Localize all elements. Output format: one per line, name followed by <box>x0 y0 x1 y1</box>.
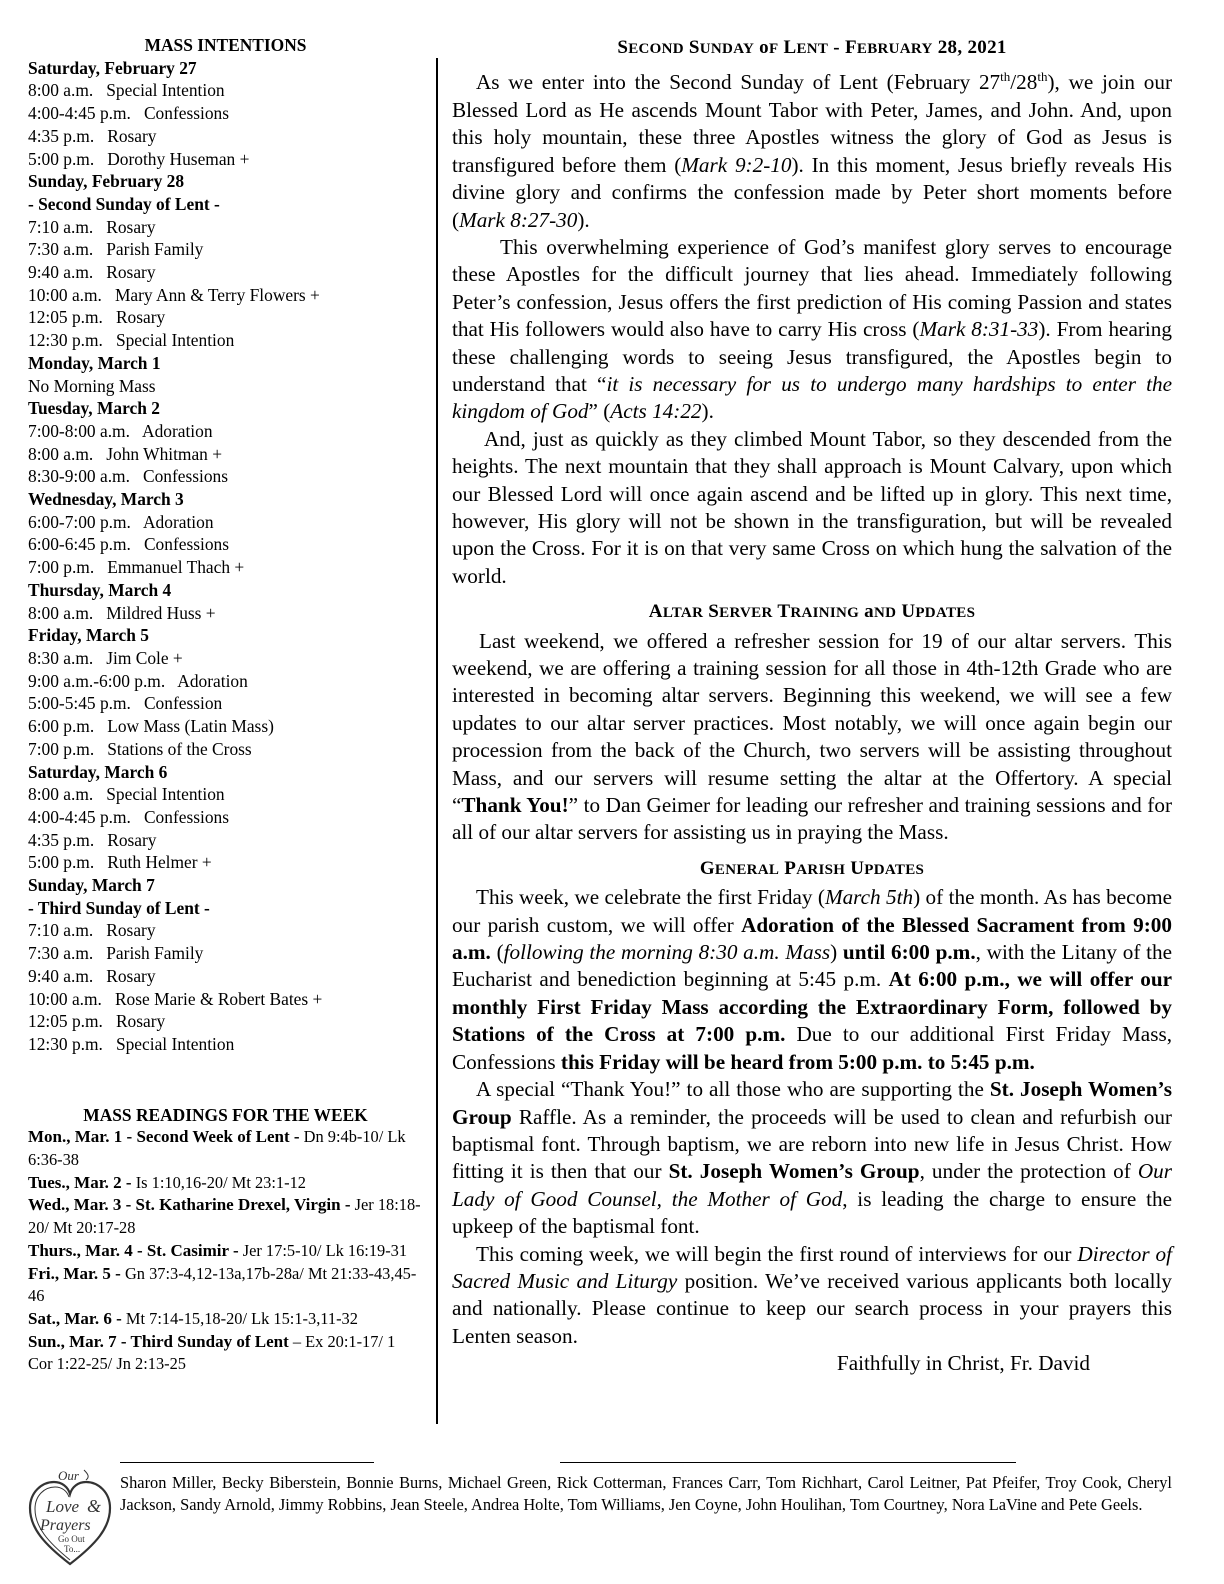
intention-time: 4:35 p.m. <box>28 829 95 850</box>
intention-time: 8:00 a.m. <box>28 784 94 805</box>
reading-refs: Is 1:10,16-20/ Mt 23:1-12 <box>131 1172 306 1192</box>
paragraph-manifest-glory: This overwhelming experience of God’s manifest glory serves to encourage these Apostles for the difficult journey that lies ahead. Immediately following Peter’s confession, Jesus offers the first prediction of His coming Passion and states that His followers would also have to carry His cross (Mark 8:31-33). From hearing these challenging words to seeing Jesus transfigured, the Apostles begin to understand that “it is necessary for us to undergo many hardships to enter the kingdom of God” (Acts 14:22). <box>452 234 1172 424</box>
intention-time: 6:00 p.m. <box>28 716 95 737</box>
intention-text: Emmanuel Thach + <box>107 557 245 578</box>
intention-day-heading: - Third Sunday of Lent - <box>28 897 210 918</box>
intention-day-heading: Sunday, February 28 <box>28 171 185 192</box>
altar-server-heading: ALTAR SERVER TRAINING aND UPDATES <box>648 601 976 623</box>
intention-row <box>28 738 423 761</box>
intention-row <box>28 829 423 852</box>
intention-time: 7:10 a.m. <box>28 920 94 941</box>
intention-row <box>28 942 423 965</box>
reading-item <box>28 1331 423 1376</box>
svg-text:Go Out: Go Out <box>58 1534 85 1544</box>
intention-text: Rosary <box>106 216 156 237</box>
mass-intentions-heading: MASS INTENTIONS <box>144 35 307 55</box>
intention-text: Rosary <box>107 125 157 146</box>
intention-time: 4:35 p.m. <box>28 125 95 146</box>
intention-text: Mildred Huss + <box>106 602 216 623</box>
intention-text: Confessions <box>142 466 228 487</box>
intention-time: 7:30 a.m. <box>28 239 94 260</box>
intention-day-heading: Sunday, March 7 <box>28 875 155 896</box>
intention-day-heading: - Second Sunday of Lent - <box>28 193 220 214</box>
intention-text: Special Intention <box>115 330 235 351</box>
column-divider <box>436 58 438 1424</box>
intention-day-heading: Monday, March 1 <box>28 352 161 373</box>
reading-item <box>28 1308 423 1331</box>
intention-day-heading: Friday, March 5 <box>28 625 149 646</box>
reading-item <box>28 1240 423 1263</box>
intention-row <box>28 533 423 556</box>
paragraph-mount-calvary: And, just as quickly as they climbed Mount Tabor, so they descended from the heights. The next mountain that they shall approach is Mount Calvary, upon which our Blessed Lord will once again ascend and be lifted up in glory. This next time, however, His glory will not be shown in the transfiguration, but will be revealed upon the Cross. For it is on that very same Cross on which hung the salvation of the world. <box>452 426 1172 588</box>
intention-row <box>28 806 423 829</box>
intention-time: 7:00 p.m. <box>28 738 95 759</box>
general-updates-heading: GENERAL PARISH UPDATES <box>699 857 925 879</box>
intention-row <box>28 511 423 534</box>
intention-time: 6:00-7:00 p.m. <box>28 511 131 532</box>
intention-time: 8:30-9:00 a.m. <box>28 466 130 487</box>
intention-text: Rosary <box>106 965 156 986</box>
intention-text: Adoration <box>143 511 214 532</box>
intention-day-heading: Wednesday, March 3 <box>28 489 184 510</box>
intention-row <box>28 919 423 942</box>
intention-row <box>28 261 423 284</box>
intention-row <box>28 284 423 307</box>
reading-day: Mon., Mar. 1 - Second Week of Lent - <box>28 1127 300 1147</box>
intention-text: Rosary <box>106 262 156 283</box>
intention-text: Ruth Helmer + <box>107 852 212 873</box>
reading-refs: Mt 7:14-15,18-20/ Lk 15:1-3,11-32 <box>121 1308 358 1328</box>
intention-text: Parish Family <box>106 943 204 964</box>
intention-text: Confessions <box>143 534 229 555</box>
reading-refs: Dn 9:4b-10/ Lk 6:36-38 <box>28 1127 406 1170</box>
intention-time: 9:40 a.m. <box>28 262 94 283</box>
paragraph-music-director: This coming week, we will begin the first round of interviews for our Director of Sacred Music and Liturgy position. We’ve received various applicants both locally and nationally. Please continue to keep our search process in your prayers this Lenten season. <box>452 1241 1172 1348</box>
intention-row <box>28 102 423 125</box>
intention-time: 12:05 p.m. <box>28 307 103 328</box>
intention-time: 7:00-8:00 a.m. <box>28 420 130 441</box>
intention-text: Rose Marie & Robert Bates + <box>114 988 323 1009</box>
intention-row <box>28 375 423 398</box>
intention-text: Confessions <box>143 103 229 124</box>
intention-text: Stations of the Cross <box>107 738 252 759</box>
intention-row <box>28 647 423 670</box>
article-title: SECOND SUNDAY oF LENT - FEBRUARY 28, 2021 <box>617 37 1007 58</box>
intention-row <box>28 329 423 352</box>
mass-readings-list <box>28 1126 423 1376</box>
intention-row <box>28 79 423 102</box>
reading-refs: Jer 17:5-10/ Lk 16:19-31 <box>238 1240 408 1260</box>
intention-row <box>28 148 423 171</box>
reading-day: Sun., Mar. 7 - Third Sunday of Lent <box>28 1331 289 1351</box>
prayer-list-names: Sharon Miller, Becky Biberstein, Bonnie Burns, Michael Green, Rick Cotterman, Frances Carr, Tom Richhart, Carol Leitner, Pat Pfeifer, Troy Cook, Cheryl Jackson, Sandy Arnold, Jimmy Robbins, Jean Steele, Andrea Holte, Tom Williams, Jen Coyne, John Houlihan, Tom Courtney, Nora LaVine and Pete Geels. <box>120 1473 1172 1514</box>
paragraph-transfiguration: As we enter into the Second Sunday of Lent (February 27th/28th), we join our Blessed Lord as He ascends Mount Tabor with Peter, James, and John. And, upon this holy mountain, these three Apostles witness the glory of God as Jesus is transfigured before them (Mark 9:2-10). In this moment, Jesus briefly reveals His divine glory and confirms the confession made by Peter short moments before (Mark 8:27-30). <box>452 69 1172 232</box>
svg-text:Love: Love <box>46 1497 80 1516</box>
intention-row <box>28 443 423 466</box>
footer-rule-right <box>560 1462 1016 1463</box>
intention-text: Rosary <box>115 307 166 328</box>
svg-text:To...: To... <box>64 1544 81 1554</box>
intention-time: 8:00 a.m. <box>28 443 94 464</box>
intention-row <box>28 465 423 488</box>
intention-text: Parish Family <box>106 239 204 260</box>
intention-row <box>28 988 423 1011</box>
intention-time: 5:00 p.m. <box>28 852 95 873</box>
intention-text: Special Intention <box>106 784 225 805</box>
love-and-prayers-heart-logo <box>24 1468 116 1568</box>
footer-rule-left <box>120 1462 374 1463</box>
intention-time: 12:30 p.m. <box>28 1033 103 1054</box>
intention-day-heading: Thursday, March 4 <box>28 579 172 600</box>
intention-row <box>28 965 423 988</box>
signature: Faithfully in Christ, Fr. David <box>836 1351 1090 1376</box>
intention-text: Special Intention <box>106 80 225 101</box>
reading-item <box>28 1263 423 1308</box>
intention-day-heading: Tuesday, March 2 <box>28 398 160 419</box>
reading-day: Thurs., Mar. 4 - St. Casimir - <box>28 1240 239 1260</box>
reading-day: Sat., Mar. 6 - <box>28 1308 122 1328</box>
intention-time: 7:30 a.m. <box>28 943 94 964</box>
intention-time: 8:30 a.m. <box>28 647 94 668</box>
intention-row <box>28 602 423 625</box>
svg-text:Our: Our <box>58 1468 79 1483</box>
mass-readings-heading: MASS READINGS FOR THE WEEK <box>83 1104 368 1125</box>
intention-time: 6:00-6:45 p.m. <box>28 534 131 555</box>
article-column <box>452 34 1172 1378</box>
intention-row <box>28 1033 423 1056</box>
intention-text: No Morning Mass <box>28 375 156 396</box>
intention-time: 8:00 a.m. <box>28 602 94 623</box>
intention-text: Low Mass (Latin Mass) <box>107 716 274 737</box>
intention-time: 4:00-4:45 p.m. <box>28 806 131 827</box>
intention-day-heading: Saturday, February 27 <box>28 57 197 78</box>
intention-row <box>28 1010 423 1033</box>
intention-row <box>28 238 423 261</box>
left-column <box>28 34 423 1376</box>
intention-text: Adoration <box>142 420 213 441</box>
intention-time: 7:10 a.m. <box>28 216 94 237</box>
intention-row <box>28 306 423 329</box>
intention-row <box>28 216 423 239</box>
intention-row <box>28 783 423 806</box>
intention-text: Mary Ann & Terry Flowers + <box>114 284 320 305</box>
intention-text: Adoration <box>177 670 248 691</box>
paragraph-altar-servers: Last weekend, we offered a refresher session for 19 of our altar servers. This weekend, we are offering a training session for all those in 4th-12th Grade who are interested in becoming altar servers. Beginning this weekend, we will see a few updates to our altar server practices. Most notably, we will once again begin our procession from the back of the Church, two servers will be assisting throughout Mass, and our servers will resume setting the altar at the Offertory. A special “Thank You!” to Dan Geimer for leading our refresher and training sessions and for all of our altar servers for assisting us in praying the Mass. <box>452 628 1172 845</box>
intention-text: Confession <box>143 693 223 714</box>
intention-time: 7:00 p.m. <box>28 557 95 578</box>
intention-row <box>28 851 423 874</box>
svg-text:&: & <box>87 1496 102 1516</box>
intention-day-heading: Saturday, March 6 <box>28 761 168 782</box>
intention-row <box>28 420 423 443</box>
intention-row <box>28 556 423 579</box>
paragraph-first-friday: This week, we celebrate the first Friday (March 5th) of the month. As has become our parish custom, we will offer Adoration of the Blessed Sacrament from 9:00 a.m. (following the morning 8:30 a.m. Mass) until 6:00 p.m., with the Litany of the Eucharist and benediction beginning at 5:45 p.m. At 6:00 p.m., we will offer our monthly First Friday Mass according the Extraordinary Form, followed by Stations of the Cross at 7:00 p.m. Due to our additional First Friday Mass, Confessions this Friday will be heard from 5:00 p.m. to 5:45 p.m. <box>452 885 1173 1074</box>
mass-intentions-list <box>28 57 423 1056</box>
svg-text:Prayers: Prayers <box>40 1517 91 1534</box>
intention-row <box>28 715 423 738</box>
reading-day: Fri., Mar. 5 - <box>28 1263 121 1283</box>
intention-text: Rosary <box>115 1011 166 1032</box>
intention-time: 4:00-4:45 p.m. <box>28 103 131 124</box>
intention-time: 9:40 a.m. <box>28 965 94 986</box>
intention-time: 5:00-5:45 p.m. <box>28 693 131 714</box>
intention-time: 10:00 a.m. <box>28 988 102 1009</box>
intention-text: Rosary <box>106 920 156 941</box>
intention-time: 10:00 a.m. <box>28 284 102 305</box>
intention-text: Jim Cole + <box>106 647 183 668</box>
reading-refs: – Ex 20:1-17/ 1 Cor 1:22-25/ Jn 2:13-25 <box>28 1331 396 1374</box>
intention-text: John Whitman + <box>106 443 223 464</box>
intention-text: Special Intention <box>115 1033 235 1054</box>
intention-text: Dorothy Huseman + <box>107 148 250 169</box>
reading-day: Tues., Mar. 2 - <box>28 1172 132 1192</box>
reading-item <box>28 1126 423 1171</box>
intention-time: 8:00 a.m. <box>28 80 94 101</box>
reading-item <box>28 1194 423 1239</box>
intention-row <box>28 670 423 693</box>
intention-text: Confessions <box>143 806 229 827</box>
paragraph-womens-group: A special “Thank You!” to all those who are supporting the St. Joseph Women’s Group Raffle. As a reminder, the proceeds will be used to clean and refurbish our baptismal font. Through baptism, we are reborn into new life in Jesus Christ. How fitting it is then that our St. Joseph Women’s Group, under the protection of Our Lady of Good Counsel, the Mother of God, is leading the charge to ensure the upkeep of the baptismal font. <box>452 1077 1172 1239</box>
reading-refs: Gn 37:3-4,12-13a,17b-28a/ Mt 21:33-43,45-46 <box>28 1263 417 1306</box>
reading-day: Wed., Mar. 3 - St. Katharine Drexel, Virgin - <box>28 1195 351 1215</box>
intention-row <box>28 125 423 148</box>
intention-time: 5:00 p.m. <box>28 148 95 169</box>
intention-time: 9:00 a.m.-6:00 p.m. <box>28 670 166 691</box>
intention-time: 12:05 p.m. <box>28 1011 103 1032</box>
intention-text: Rosary <box>107 829 157 850</box>
intention-time: 12:30 p.m. <box>28 330 103 351</box>
intention-row <box>28 692 423 715</box>
reading-item <box>28 1172 423 1195</box>
reading-refs: Jer 18:18-20/ Mt 20:17-28 <box>28 1195 421 1238</box>
